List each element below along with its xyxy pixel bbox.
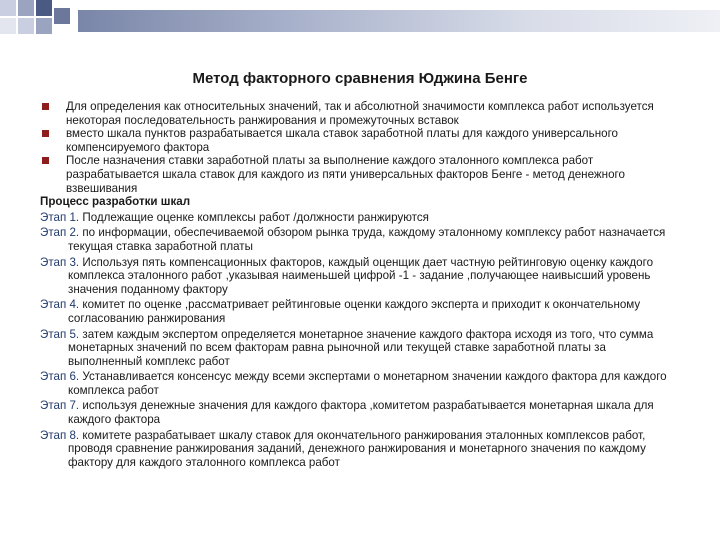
page-title: Метод факторного сравнения Юджина Бенге: [192, 70, 528, 87]
stage-item: [40, 328, 680, 369]
header-gradient-bar: [78, 10, 720, 32]
stage-item: [40, 226, 680, 253]
stage-label: Этап 3.: [40, 255, 80, 269]
bullet-text: Для определения как относительных значений, так и абсолютной значимости комплекса работ используется некоторая последовательность ранжирования и промежуточных вставок: [66, 100, 654, 127]
deco-square: [0, 18, 16, 34]
stage-text: комитете разрабатывает шкалу ставок для окончательного ранжирования эталонных комплексов работ, проводя сравнение ранжирования заданий, денежного ранжирования и монетарного значения по каждому фактору для каждого эталонного комплекса работ: [68, 428, 646, 469]
stage-text: Подлежащие оценке комплексы работ /должности ранжируются: [82, 210, 429, 224]
stage-text: Используя пять компенсационных факторов, каждый оценщик дает частную рейтинговую оценку каждого комплекса эталонного работ ,указывая наименьшей цифрой -1 - задание ,получающее наивысший уровень значения поданному фактору: [68, 255, 654, 296]
bullet-item: [40, 127, 680, 154]
stage-item: [40, 370, 680, 397]
deco-square: [36, 18, 52, 34]
deco-square: [0, 0, 16, 16]
bullet-text: После назначения ставки заработной платы за выполнение каждого эталонного комплекса работ разрабатывается шкала ставок для каждого из пяти универсальных факторов Бенге - метод денежного взвешивания: [66, 154, 625, 195]
deco-square: [36, 0, 52, 16]
stage-label: Этап 5.: [40, 327, 80, 341]
stage-label: Этап 4.: [40, 298, 80, 312]
bullet-text: вместо шкала пунктов разрабатывается шкала ставок заработной платы для каждого универсального компенсируемого фактора: [66, 127, 618, 154]
stage-text: затем каждым экспертом определяется монетарное значение каждого фактора исходя из того, что сумма монетарных значений по всем факторам равна рыночной или текущей ставке заработной платы за выполненный комплекс работ: [68, 327, 654, 368]
stage-label: Этап 2.: [40, 226, 80, 240]
bullet-item: [40, 154, 680, 195]
stage-text: используя денежные значения для каждого фактора ,комитетом разрабатывается монетарная шкала для каждого фактора: [68, 399, 654, 427]
stage-item: [40, 429, 680, 470]
stage-item: [40, 298, 680, 325]
square-bullet-icon: [42, 130, 49, 137]
slide-body: [40, 100, 680, 469]
square-bullet-icon: [42, 157, 49, 164]
square-bullet-icon: [42, 103, 49, 110]
stage-item: [40, 211, 680, 225]
bullet-item: [40, 100, 680, 127]
process-heading: Процесс разработки шкал: [40, 195, 191, 209]
stage-label: Этап 8.: [40, 428, 80, 442]
stage-item: [40, 399, 680, 426]
stage-text: по информации, обеспечиваемой обзором рынка труда, каждому эталонному комплексу работ назначается текущая ставка заработной платы: [68, 226, 666, 253]
stage-text: Устанавливается консенсус между всеми экспертами о монетарном значении каждого фактора для каждого комплекса работ: [68, 370, 667, 397]
stage-label: Этап 7.: [40, 399, 80, 413]
stage-label: Этап 6.: [40, 370, 80, 384]
stage-item: [40, 256, 680, 297]
header-decoration: [0, 0, 720, 40]
deco-square: [54, 8, 70, 24]
stage-text: комитет по оценке ,рассматривает рейтинговые оценки каждого эксперта и приходит к окончательному согласованию ранжирования: [68, 298, 641, 325]
stage-label: Этап 1.: [40, 210, 80, 224]
deco-square: [18, 18, 34, 34]
deco-square: [18, 0, 34, 16]
